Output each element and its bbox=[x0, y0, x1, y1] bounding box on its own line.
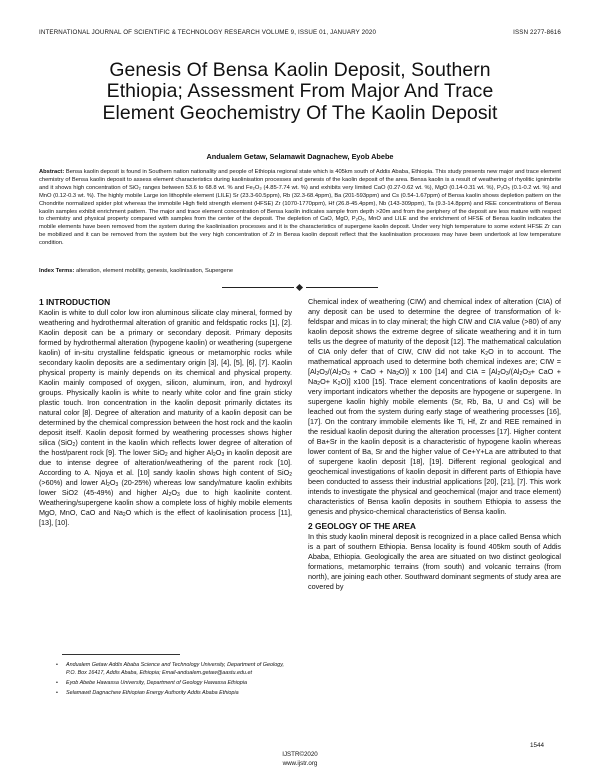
page-number: 1544 bbox=[530, 742, 545, 749]
index-terms-label: Index Terms: bbox=[39, 268, 75, 274]
index-terms bbox=[39, 268, 561, 274]
title-line: Element Geochemistry Of The Kaolin Deposit bbox=[102, 101, 498, 124]
divider-line-left bbox=[222, 287, 294, 288]
title-line: Genesis Of Bensa Kaolin Deposit, Southern bbox=[109, 59, 491, 81]
paper-title bbox=[40, 60, 560, 124]
abstract-label: Abstract: bbox=[39, 169, 65, 175]
section-heading-introduction: 1 INTRODUCTION bbox=[39, 297, 111, 307]
footer-url: www.ijstr.org bbox=[282, 759, 318, 767]
chemical-index-paragraph: Chemical index of weathering (CIW) and chemical index of alteration (CIA) of any deposit can be used to determine the degree of transformation of k-feldspar and micas in to clay mineral; the high CIW and CIA value (>80) of any kaolin deposit shows the extreme degree of silicate weathering and it in turn tells us the degree of maturity of the deposit [12]. The mathematical calculation of CIA only defer that of CIW, CIW did not take $K_2O$ in to account. The mathematical approach used to determine both chemical indexes are; CIW = [$Al_2O_3/(Al_2O_3$ + CaO + $Na_2O$)] x 100 [14] and CIA = [$Al_2O_3/(Al_2O_3+$ CaO + $Na_2O+ K_2O$)] x100 [15]. Trace element concentrations of kaolin deposits are very important indicators whether the deposits are hypogene or supergene. In supergene kaolin highly mobile elements (Sr, Rb, Ba, U and Cs) will be leached out from the system during early stage of weathering processes [16], [17]. On the contrary immobile elements like Ti, Hf, Zr and REE remained in the residual kaolin deposit during the alteration processes [17]. Higher content of Ba+Sr in the kaolin deposit is a characteristic of hypogene kaolin whereas lower content of Ba, Sr and the higher value of Ce+Y+La are attributed to that of supergene kaolin deposit [18], [19]. Different regional geological and geochemical investigations of kaolin deposit in different parts of Ethiopia have been conducted to assess their industrial applications [20], [21], [7]. This work intends to investigate the physical and geochemical (major and trace element) characteristics of Bensa kaolin deposits in southern Ethiopia to assess the genesis and physico-chemical characteristics of Bensa kaolin. bbox=[308, 297, 562, 516]
journal-line: INTERNATIONAL JOURNAL OF SCIENTIFIC & TECHNOLOGY RESEARCH VOLUME 9, ISSUE 01, JANUARY 2020 bbox=[39, 29, 377, 36]
abstract-text: Bensa kaolin deposit is found in Southern nation nationality and people of Ethiopia regional state which is 405km south of Addis Ababa, Ethiopia. This study presents new major and trace element chemistry of Bensa kaolin deposit to assess element characteristics during kaolinisation processes and genesis of the kaolin deposit of the area. Bensa kaolin is a result of weathering of rhyolitic ignimbrite and it shows high concentration of SiO₂ ranges between 53.6 to 68.8 wt. % and Fe₂O₃ (4.85-7.74 wt. %) and exhibits very limited CaO (0.27-0.62 wt. %), MgO (0.14-0.31 wt. %), P₂O₅ (0.1-0.2 wt. %) and MnO (0.12-0.3 wt. %). The highly mobile Large ion lithophile element (LILE) Sr (23.3-60.5ppm), Rb (32.3-68.4ppm), Ba (201-593ppm) and Cs (0.54-1.67ppm) of Bensa kaolin shows depletion pattern on the Chondrite normalized spider plot whereas the immobile High field strength element (HFSE) Zr (1070-1770ppm), Hf (26.8-45.4ppm), Nb (143-309ppm), Ta (9.3-14.8ppm) and REE concentrations of Bensa kaolin samples exhibit enrichment pattern. The major and trace element concentration of Bensa kaolin indicates sample from depth >20m and from the periphery of the deposit are less mature with respect to chemistry and physical property compared with samples from the center of the deposit. The depletion of CaO, MgO, P₂O₅, MnO and LILE and the enrichment of HFSE of Bensa kaolin indicates the mobile elements have been removed from the system during the kaolinisation processes and it is the characteristics of supergene kaolin deposit. Under very high temperature to some extent HFSE Zr can be mobilized and it can be removed from the system but the very high concentration of Zr in Bensa kaolin deposit reflect that the kaolinisation processes may have been undertook at low temperature condition. bbox=[39, 169, 561, 247]
abstract bbox=[39, 169, 561, 248]
divider-line-right bbox=[306, 287, 378, 288]
footnote-item: • Selamawit Dagnachew Ethiopian Energy Authority Addis Ababa Ethiopia bbox=[56, 690, 284, 698]
author-list: Andualem Getaw, Selamawit Dagnachew, Eyob Abebe bbox=[206, 152, 394, 161]
footnote-item: • Andualem Getaw Addis Ababa Science and Technology University, Department of Geology, P.O. Box 16417, Addis Ababa, Ethiopia; Email-andualem.getaw@aastu.edu.et bbox=[56, 662, 284, 677]
footer bbox=[0, 751, 600, 768]
footnotes bbox=[56, 662, 284, 700]
footnote-rule bbox=[62, 654, 180, 655]
issn: ISSN 2277-8616 bbox=[513, 29, 561, 36]
introduction-paragraph: Kaolin is white to dull color low iron aluminous silicate clay mineral, formed by weathering and hydrothermal alteration of granitic and feldspatic rocks [1], [2]. Kaolin deposit can be a primary or secondary deposit. Primary deposits formed by hydrothermal alteration (hypogene kaolin) or weathering (supergene kaolin) of in-situ crystalline feldspatic igneous or metamorphic rocks while secondary kaolin deposits are a sedimentary origin [3], [4], [5], [6], [7]. Kaolin physical property is mainly depends on its chemical and physical property. Kaolin mainly composed of oxygen, silicon, aluminum, iron, and hydroxyl groups. Physically kaolin is white to nearly white color and fine grain sticky plastic touch. Iron concentration in the kaolin deposit primarily dictates its natural color [8]. Degree of alteration and maturity of a kaolin deposit can be determined by the chemical compression between the host rock and the kaolin deposit itself. Kaolin deposit formed by weathering processes shows higher silica (SiO$_2$) content in the kaolin which reflects lower degree of alteration of the host/parent rock [9]. The lower SiO$_2$ and higher $Al_2O_3$ in kaolin deposit are due to intense degree of alteration/weathering of the parent rock [10]. According to A. Njoya et al. [10] sandy kaolin shows high content of SiO$_2$ (>60%) and lower $Al_2O_3$ (20-25%) whereas low sandy/mature kaolin exhibits lower SiO2 (45-49%) and higher $Al_2O_3$ due to high kaolinite content. Weathering/supergene kaolin show a complete loss of highly mobile elements MgO, MnO, CaO and $Na_2O$ which is the effect of kaolinisation process [11], [13], [10]. bbox=[39, 308, 293, 527]
index-terms-text: alteration, element mobility, genesis, kaolinisation, Supergene bbox=[74, 268, 234, 274]
diamond-icon bbox=[296, 283, 303, 290]
section-divider bbox=[222, 284, 378, 291]
section-heading-geology: 2 GEOLOGY OF THE AREA bbox=[308, 521, 416, 531]
footnote-item: • Eyob Abebe Hawassa University, Department of Geology Hawassa Ethiopia bbox=[56, 680, 284, 688]
title-line: Ethiopia; Assessment From Major And Trace bbox=[106, 80, 494, 103]
geology-paragraph: In this study kaolin mineral deposit is recognized in a place called Bensa which is a part of southern Ethiopia. Bensa locality is found 405km south of Addis Ababa, Ethiopia. Geologically the area are situated on two distinct geological formations, metamorphic terrains (from south) and volcanic terrains (from north), are joining each other. Southward dominant segments of study area are covered by bbox=[308, 532, 561, 591]
footer-code: IJSTR©2020 bbox=[282, 751, 318, 758]
left-column bbox=[39, 297, 292, 528]
right-column bbox=[308, 297, 561, 592]
